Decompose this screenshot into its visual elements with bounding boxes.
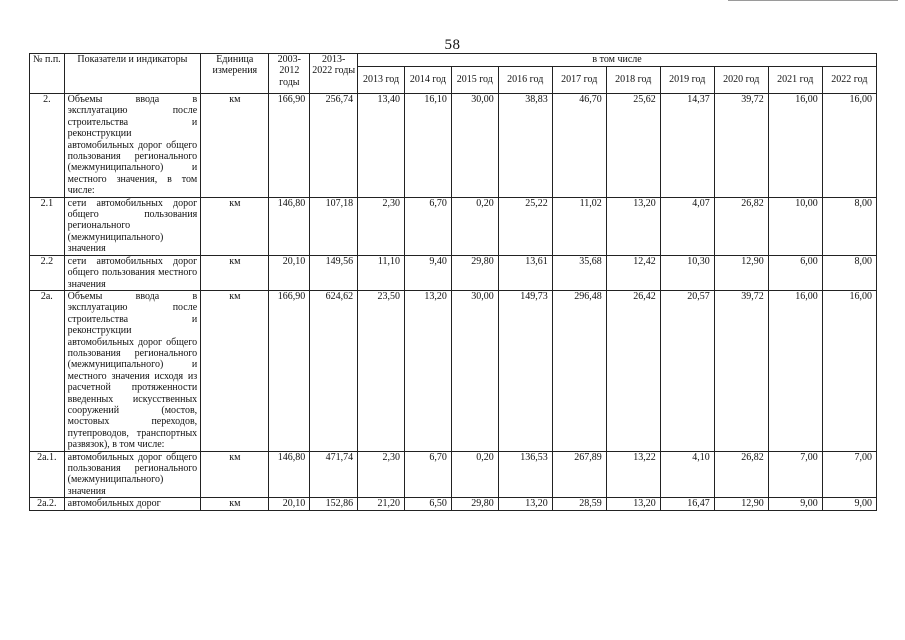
row-year-value: 12,90 xyxy=(714,255,768,290)
row-year-value: 16,00 xyxy=(822,94,876,198)
row-year-value: 136,53 xyxy=(498,451,552,498)
row-year-value: 29,80 xyxy=(451,255,498,290)
row-year-value: 13,61 xyxy=(498,255,552,290)
row-year-value: 10,30 xyxy=(660,255,714,290)
row-year-value: 7,00 xyxy=(768,451,822,498)
row-year-value: 26,82 xyxy=(714,197,768,255)
row-period-2003-2012: 20,10 xyxy=(269,255,310,290)
row-description: автомобильных дорог xyxy=(64,498,201,510)
header-year: 2013 год xyxy=(358,67,405,94)
row-year-value: 13,20 xyxy=(606,197,660,255)
row-period-2003-2012: 20,10 xyxy=(269,498,310,510)
row-description: Объемы ввода в эксплуатацию после строительства и реконструкции автомобильных дорог общего пользования регионального (межмуниципального) и местного значения, в том числе: xyxy=(64,94,201,198)
header-num: № п.п. xyxy=(30,54,65,94)
row-period-2003-2012: 166,90 xyxy=(269,94,310,198)
row-period-2013-2022: 256,74 xyxy=(310,94,358,198)
row-year-value: 10,00 xyxy=(768,197,822,255)
row-year-value: 26,82 xyxy=(714,451,768,498)
row-period-2013-2022: 624,62 xyxy=(310,290,358,451)
table-row xyxy=(30,197,877,255)
row-year-value: 2,30 xyxy=(358,451,405,498)
row-year-value: 11,02 xyxy=(552,197,606,255)
row-year-value: 9,00 xyxy=(822,498,876,510)
row-year-value: 0,20 xyxy=(451,451,498,498)
row-year-value: 39,72 xyxy=(714,290,768,451)
row-description: автомобильных дорог общего пользования регионального (межмуниципального) значения xyxy=(64,451,201,498)
row-year-value: 149,73 xyxy=(498,290,552,451)
row-year-value: 13,20 xyxy=(498,498,552,510)
row-period-2003-2012: 146,80 xyxy=(269,451,310,498)
row-year-value: 6,70 xyxy=(404,197,451,255)
row-year-value: 0,20 xyxy=(451,197,498,255)
row-unit: км xyxy=(201,255,269,290)
row-year-value: 46,70 xyxy=(552,94,606,198)
row-unit: км xyxy=(201,498,269,510)
table-row xyxy=(30,498,877,510)
row-description: сети автомобильных дорог общего пользования регионального (межмуниципального) значения xyxy=(64,197,201,255)
row-year-value: 4,10 xyxy=(660,451,714,498)
scan-edge-line xyxy=(728,0,898,1)
row-number: 2.1 xyxy=(30,197,65,255)
row-description: Объемы ввода в эксплуатацию после строительства и реконструкции автомобильных дорог общего пользования регионального (межмуниципального) и местного значения исходя из расчетной протяженности введенных искусственных сооружений (мостов, мостовых переходов, путепроводов, транспортных развязок), в том числе: xyxy=(64,290,201,451)
row-year-value: 39,72 xyxy=(714,94,768,198)
row-year-value: 13,20 xyxy=(404,290,451,451)
row-period-2013-2022: 152,86 xyxy=(310,498,358,510)
row-year-value: 30,00 xyxy=(451,290,498,451)
row-description: сети автомобильных дорог общего пользования местного значения xyxy=(64,255,201,290)
row-year-value: 21,20 xyxy=(358,498,405,510)
row-year-value: 12,90 xyxy=(714,498,768,510)
row-year-value: 6,50 xyxy=(404,498,451,510)
row-year-value: 25,22 xyxy=(498,197,552,255)
row-year-value: 28,59 xyxy=(552,498,606,510)
row-period-2013-2022: 149,56 xyxy=(310,255,358,290)
row-year-value: 23,50 xyxy=(358,290,405,451)
header-year: 2016 год xyxy=(498,67,552,94)
row-period-2013-2022: 107,18 xyxy=(310,197,358,255)
row-year-value: 14,37 xyxy=(660,94,714,198)
row-number: 2.2 xyxy=(30,255,65,290)
row-year-value: 9,40 xyxy=(404,255,451,290)
row-year-value: 26,42 xyxy=(606,290,660,451)
table-header xyxy=(30,54,877,94)
table-body xyxy=(30,94,877,511)
row-year-value: 2,30 xyxy=(358,197,405,255)
row-year-value: 29,80 xyxy=(451,498,498,510)
row-number: 2а.1. xyxy=(30,451,65,498)
row-unit: км xyxy=(201,451,269,498)
row-year-value: 9,00 xyxy=(768,498,822,510)
header-unit: Единица измерения xyxy=(201,54,269,94)
header-year: 2020 год xyxy=(714,67,768,94)
table-row xyxy=(30,255,877,290)
row-period-2013-2022: 471,74 xyxy=(310,451,358,498)
row-year-value: 8,00 xyxy=(822,197,876,255)
row-period-2003-2012: 146,80 xyxy=(269,197,310,255)
header-period-2013-2022: 2013-2022 годы xyxy=(310,54,358,94)
table-row xyxy=(30,290,877,451)
header-year: 2019 год xyxy=(660,67,714,94)
row-year-value: 30,00 xyxy=(451,94,498,198)
row-year-value: 16,00 xyxy=(768,94,822,198)
row-year-value: 11,10 xyxy=(358,255,405,290)
header-year: 2018 год xyxy=(606,67,660,94)
row-year-value: 16,10 xyxy=(404,94,451,198)
row-year-value: 6,70 xyxy=(404,451,451,498)
row-year-value: 13,20 xyxy=(606,498,660,510)
row-number: 2. xyxy=(30,94,65,198)
row-year-value: 16,00 xyxy=(822,290,876,451)
header-year: 2014 год xyxy=(404,67,451,94)
row-unit: км xyxy=(201,290,269,451)
table-row xyxy=(30,451,877,498)
row-year-value: 16,47 xyxy=(660,498,714,510)
indicators-table xyxy=(29,53,877,511)
row-year-value: 13,22 xyxy=(606,451,660,498)
row-year-value: 6,00 xyxy=(768,255,822,290)
row-year-value: 7,00 xyxy=(822,451,876,498)
page-number: 58 xyxy=(444,37,461,53)
row-number: 2а. xyxy=(30,290,65,451)
header-indicator: Показатели и индикаторы xyxy=(64,54,201,94)
header-including: в том числе xyxy=(358,54,877,67)
row-unit: км xyxy=(201,94,269,198)
row-year-value: 16,00 xyxy=(768,290,822,451)
header-year: 2015 год xyxy=(451,67,498,94)
header-year: 2021 год xyxy=(768,67,822,94)
row-year-value: 4,07 xyxy=(660,197,714,255)
row-year-value: 296,48 xyxy=(552,290,606,451)
header-year: 2017 год xyxy=(552,67,606,94)
row-year-value: 12,42 xyxy=(606,255,660,290)
row-year-value: 25,62 xyxy=(606,94,660,198)
row-period-2003-2012: 166,90 xyxy=(269,290,310,451)
row-year-value: 13,40 xyxy=(358,94,405,198)
row-year-value: 38,83 xyxy=(498,94,552,198)
row-year-value: 267,89 xyxy=(552,451,606,498)
table-row xyxy=(30,94,877,198)
row-year-value: 35,68 xyxy=(552,255,606,290)
header-period-2003-2012: 2003-2012 годы xyxy=(269,54,310,94)
header-year: 2022 год xyxy=(822,67,876,94)
row-number: 2а.2. xyxy=(30,498,65,510)
row-year-value: 20,57 xyxy=(660,290,714,451)
row-unit: км xyxy=(201,197,269,255)
row-year-value: 8,00 xyxy=(822,255,876,290)
